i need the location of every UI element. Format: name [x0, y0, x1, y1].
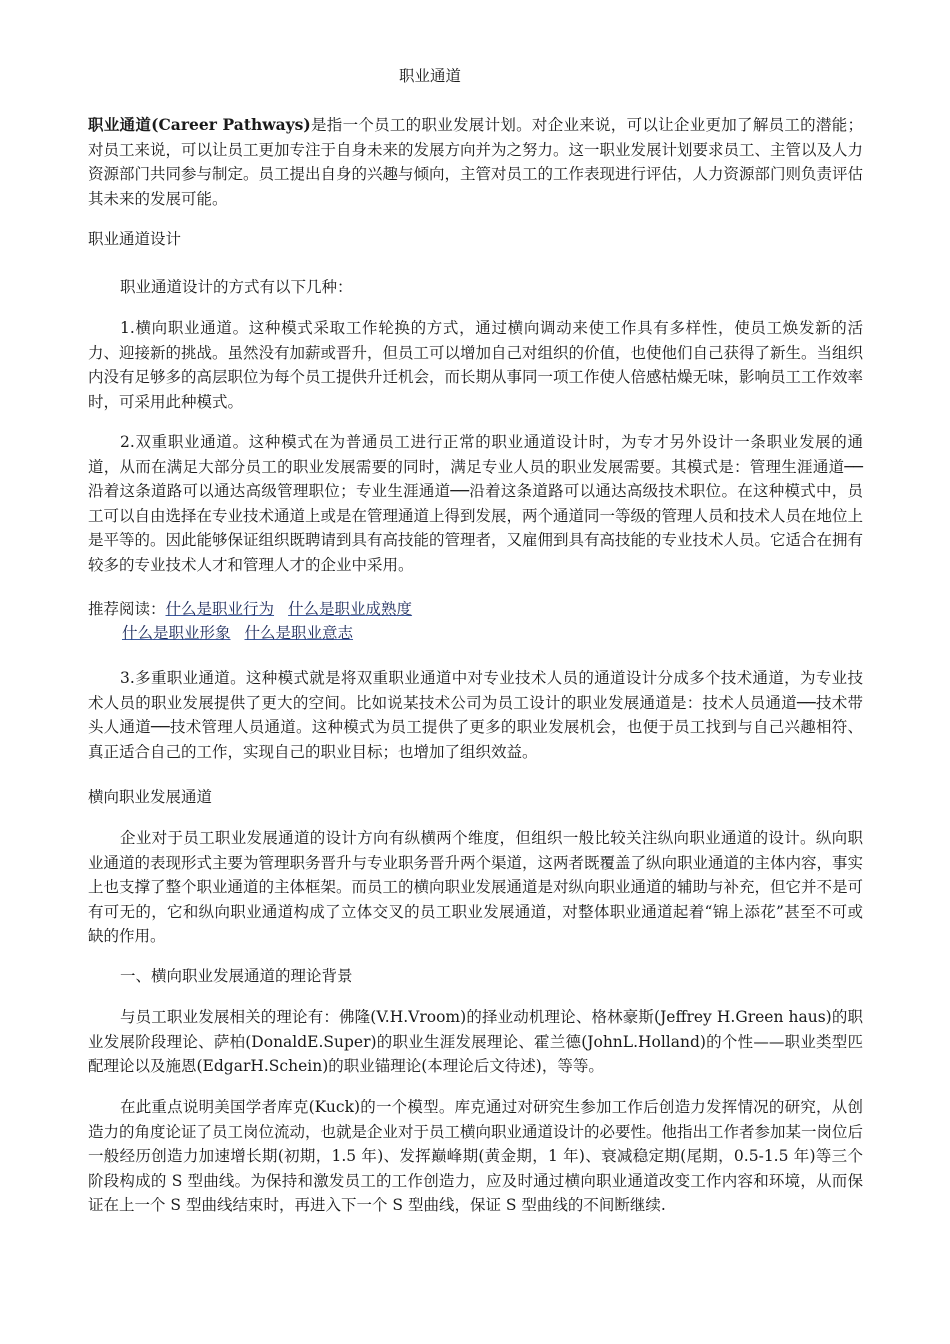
kuck-paragraph: 在此重点说明美国学者库克(Kuck)的一个模型。库克通过对研究生参加工作后创造力发挥情况的研究，从创造力的角度论证了员工岗位流动，也就是企业对于员工横向职业通道设计的必要性。他指出工作者参加某一岗位后一般经历创造力加速增长期(初期，1.5 年)、发挥巅峰期(黄金期，1 年)、衰减稳定期(尾期，0.5-1.5 年)等三个阶段构成的 S 型曲线。为保持和激发员工的工作创造力，应及时通过横向职业通道改变工作内容和环境，从而保证在上一个 S 型曲线结束时，再进入下一个 S 型曲线，保证 S 型曲线的不间断继续. — [88, 1098, 864, 1214]
section-heading-horizontal: 横向职业发展通道 — [88, 788, 213, 806]
intro-paragraph — [88, 113, 863, 211]
recommended-reading — [88, 597, 863, 645]
recommend-label: 推荐阅读： — [88, 600, 166, 618]
design-intro: 职业通道设计的方式有以下几种： — [120, 278, 353, 296]
intro-text: 是指一个员工的职业发展计划。对企业来说，可以让企业更加了解员工的潜能；对员工来说，可以让员工更加专注于自身未来的发展方向并为之努力。这一职业发展计划要求员工、主管以及人力资源部门共同参与制定。员工提出自身的兴趣与倾向，主管对员工的工作表现进行评估，人力资源部门则负责评估其未来的发展可能。 — [88, 116, 864, 208]
link-career-will[interactable]: 什么是职业意志 — [244, 624, 354, 642]
recommend-line-1 — [88, 597, 863, 621]
section-heading-design: 职业通道设计 — [88, 230, 182, 248]
page-title: 职业通道 — [398, 67, 461, 85]
mode1-paragraph: 1.横向职业通道。这种模式采取工作轮换的方式，通过横向调动来使工作具有多样性，使员工焕发新的活力、迎接新的挑战。虽然没有加薪或晋升，但员工可以增加自己对组织的价值，也使他们自己获得了新生。当组织内没有足够多的高层职位为每个员工提供升迁机会，而长期从事同一项工作使人倍感枯燥无味，影响员工工作效率时，可采用此种模式。 — [88, 319, 864, 411]
link-career-behavior[interactable]: 什么是职业行为 — [165, 600, 275, 618]
mode3-paragraph: 3.多重职业通道。这种模式就是将双重职业通道中对专业技术人员的通道设计分成多个技术通道，为专业技术人员的职业发展提供了更大的空间。比如说某技术公司为员工设计的职业发展通道是：技术人员通道──技术带头人通道──技术管理人员通道。这种模式为员工提供了更多的职业发展机会，也便于员工找到与自己兴趣相符、真正适合自己的工作，实现自己的职业目标；也增加了组织效益。 — [88, 669, 863, 761]
recommend-line-2 — [88, 621, 863, 645]
link-career-image[interactable]: 什么是职业形象 — [122, 624, 231, 642]
horizontal-paragraph: 企业对于员工职业发展通道的设计方向有纵横两个维度，但组织一般比较关注纵向职业通道的设计。纵向职业通道的表现形式主要为管理职务晋升与专业职务晋升两个渠道，这两者既覆盖了纵向职业通道的主体内容，事实上也支撑了整个职业通道的主体框架。而员工的横向职业发展通道是对纵向职业通道的辅助与补充，但它并不是可有可无的，它和纵向职业通道构成了立体交叉的员工职业发展通道，对整体职业通道起着“锦上添花”甚至不可或缺的作用。 — [88, 829, 864, 945]
link-career-maturity[interactable]: 什么是职业成熟度 — [288, 600, 413, 618]
mode2-paragraph: 2.双重职业通道。这种模式在为普通员工进行正常的职业通道设计时，为专才另外设计一条职业发展的通道，从而在满足大部分员工的职业发展需要的同时，满足专业人员的职业发展需要。其模式是：管理生涯通道──沿着这条道路可以通达高级管理职位；专业生涯通道──沿着这条道路可以通达高级技术职位。在这种模式中，员工可以自由选择在专业技术通道上或是在管理通道上得到发展，两个通道同一等级的管理人员和技术人员在地位上是平等的。因此能够保证组织既聘请到具有高技能的管理者，又雇佣到具有高技能的专业技术人员。它适合在拥有较多的专业技术人才和管理人才的企业中采用。 — [88, 433, 864, 574]
theory-subheading: 一、横向职业发展通道的理论背景 — [120, 967, 353, 985]
theory-paragraph: 与员工职业发展相关的理论有：佛隆(V.H.Vroom)的择业动机理论、格林豪斯(Jeffrey H.Green haus)的职业发展阶段理论、萨柏(DonaldE.Super)的职业生涯发展理论、霍兰德(JohnL.Holland)的个性——职业类型匹配理论以及施恩(EdgarH.Schein)的职业锚理论(本理论后文待述)，等等。 — [88, 1008, 863, 1075]
intro-term: 职业通道(Career Pathways) — [88, 115, 311, 134]
